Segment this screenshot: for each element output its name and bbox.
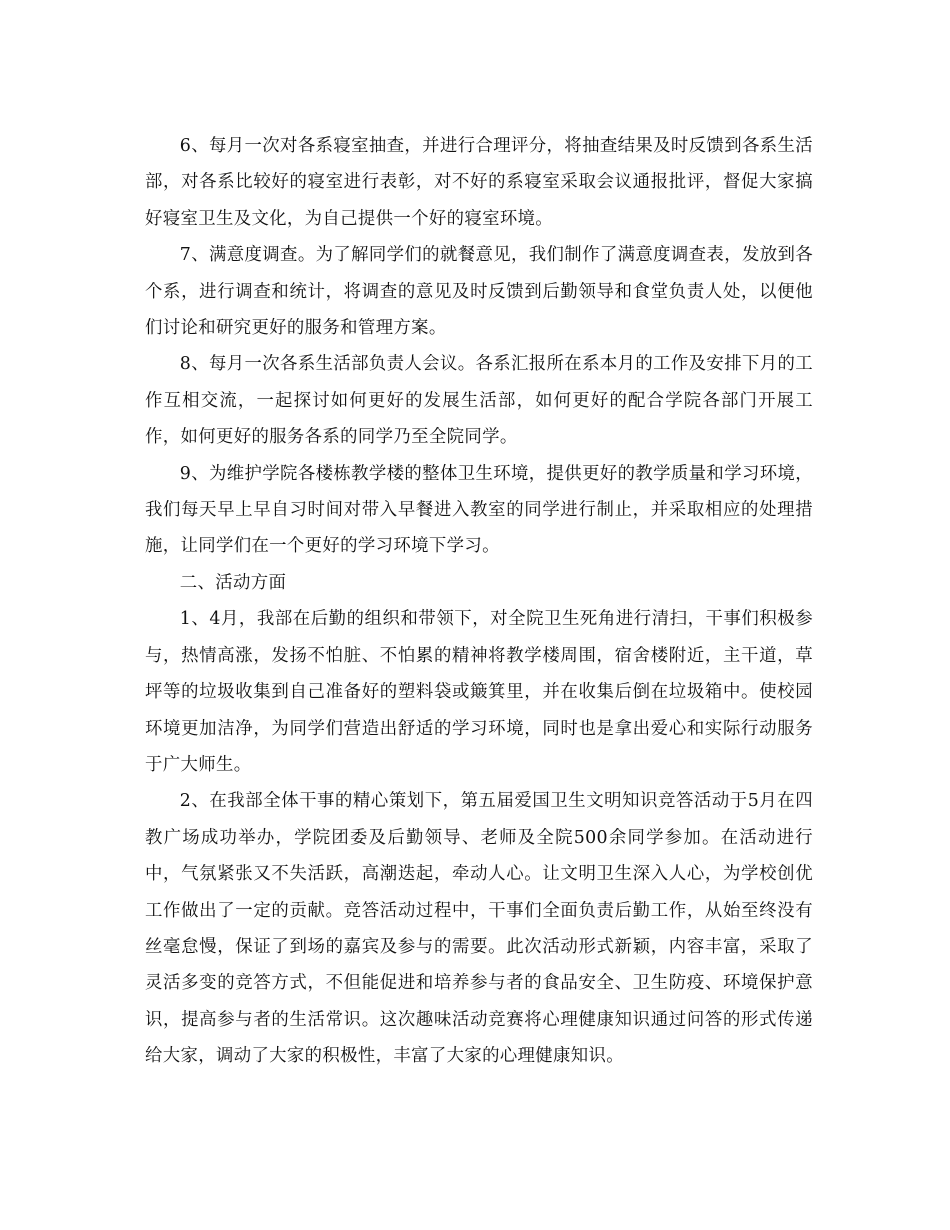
section-heading-activities: 二、活动方面 [179,572,287,593]
document-body [145,128,813,1075]
paragraph-knowledge-contest: 2、在我部全体干事的精心策划下，第五届爱国卫生文明知识竞答活动于5月在四教广场成功举办，学院团委及后勤领导、老师及全院500余同学参加。在活动进行中，气氛紧张又不失活跃，高潮迭起，牵动人心。让文明卫生深入人心，为学校创优工作做出了一定的贡献。竞答活动过程中，干事们全面负责后勤工作，从始至终没有丝毫怠慢，保证了到场的嘉宾及参与的需要。此次活动形式新颖，内容丰富，采取了灵活多变的竞答方式，不但能促进和培养参与者的食品安全、卫生防疫、环境保护意识，提高参与者的生活常识。这次趣味活动竞赛将心理健康知识通过问答的形式传递给大家，调动了大家的积极性，丰富了大家的心理健康知识。 [145,791,813,1067]
paragraph-campus-cleanup: 1、4月，我部在后勤的组织和带领下，对全院卫生死角进行清扫，干事们积极参与，热情高涨，发扬不怕脏、不怕累的精神将教学楼周围，宿舍楼附近，主干道，草坪等的垃圾收集到自己准备好的塑料袋或簸箕里，并在收集后倒在垃圾箱中。使校园环境更加洁净，为同学们营造出舒适的学习环境，同时也是拿出爱心和实际行动服务于广大师生。 [145,609,813,775]
paragraph-satisfaction-survey: 7、满意度调查。为了解同学们的就餐意见，我们制作了满意度调查表，发放到各个系，进行调查和统计，将调查的意见及时反馈到后勤领导和食堂负责人处，以便他们讨论和研究更好的服务和管理方案。 [145,245,813,339]
paragraph-dorm-inspection: 6、每月一次对各系寝室抽查，并进行合理评分，将抽查结果及时反馈到各系生活部，对各系比较好的寝室进行表彰，对不好的系寝室采取会议通报批评，督促大家搞好寝室卫生及文化，为自己提供一个好的寝室环境。 [145,136,813,229]
paragraph-monthly-meeting: 8、每月一次各系生活部负责人会议。各系汇报所在系本月的工作及安排下月的工作互相交流，一起探讨如何更好的发展生活部，如何更好的配合学院各部门开展工作，如何更好的服务各系的同学乃至全院同学。 [145,354,813,448]
paragraph-classroom-hygiene: 9、为维护学院各楼栋教学楼的整体卫生环境，提供更好的教学质量和学习环境，我们每天早上早自习时间对带入早餐进入教室的同学进行制止，并采取相应的处理措施，让同学们在一个更好的学习环境下学习。 [145,463,813,557]
